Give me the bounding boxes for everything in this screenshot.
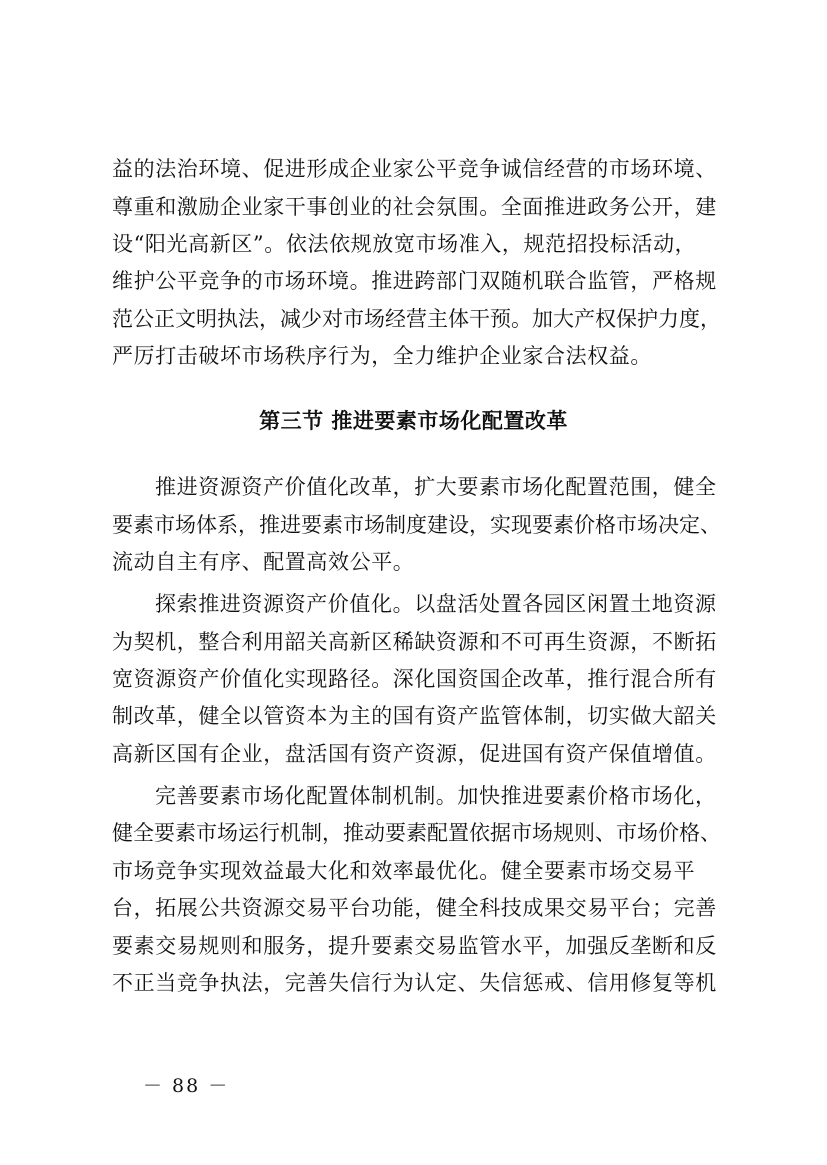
text-line: 市场竞争实现效益最大化和效率最优化。健全要素市场交易平 xyxy=(112,859,696,883)
text-line: 制改革，健全以管资本为主的国有资产监管体制，切实做大韶关 xyxy=(112,704,717,728)
text-line: 要素交易规则和服务，提升要素交易监管水平，加强反垄断和反 xyxy=(112,934,717,958)
text-line: 范公正文明执法，减少对市场经营主体干预。加大产权保护力度， xyxy=(112,307,721,331)
text-line: 完善要素市场化配置体制机制。加快推进要素价格市场化， xyxy=(155,784,717,808)
text-line: 流动自主有序、配置高效公平。 xyxy=(112,550,415,574)
section-heading: 第三节 推进要素市场化配置改革 xyxy=(259,409,568,433)
text-line: 宽资源资产价值化实现路径。深化国资国企改革，推行混合所有 xyxy=(112,667,717,691)
page-number: － 88 － xyxy=(143,1075,230,1097)
text-line: 尊重和激励企业家干事创业的社会氛围。全面推进政务公开，建 xyxy=(112,195,717,219)
text-line: 益的法治环境、促进形成企业家公平竞争诚信经营的市场环境、 xyxy=(112,157,717,181)
text-line: 要素市场体系，推进要素市场制度建设，实现要素价格市场决定、 xyxy=(112,513,721,537)
text-line: 维护公平竞争的市场环境。推进跨部门双随机联合监管，严格规 xyxy=(112,269,717,293)
text-line: 不正当竞争执法，完善失信行为认定、失信惩戒、信用修复等机 xyxy=(112,971,717,995)
text-line: 为契机，整合利用韶关高新区稀缺资源和不可再生资源，不断拓 xyxy=(112,630,717,654)
text-line: 健全要素市场运行机制，推动要素配置依据市场规则、市场价格、 xyxy=(112,821,721,845)
text-line: 探索推进资源资产价值化。以盘活处置各园区闲置土地资源 xyxy=(155,592,717,616)
text-line: 推进资源资产价值化改革，扩大要素市场化配置范围，健全 xyxy=(155,475,717,499)
text-line: 严厉打击破坏市场秩序行为，全力维护企业家合法权益。 xyxy=(112,344,652,368)
text-line: 设“阳光高新区”。依法依规放宽市场准入，规范招投标活动， xyxy=(112,232,697,256)
text-line: 高新区国有企业，盘活国有资产资源，促进国有资产保值增值。 xyxy=(112,742,717,766)
text-line: 台，拓展公共资源交易平台功能，健全科技成果交易平台；完善 xyxy=(112,896,717,920)
